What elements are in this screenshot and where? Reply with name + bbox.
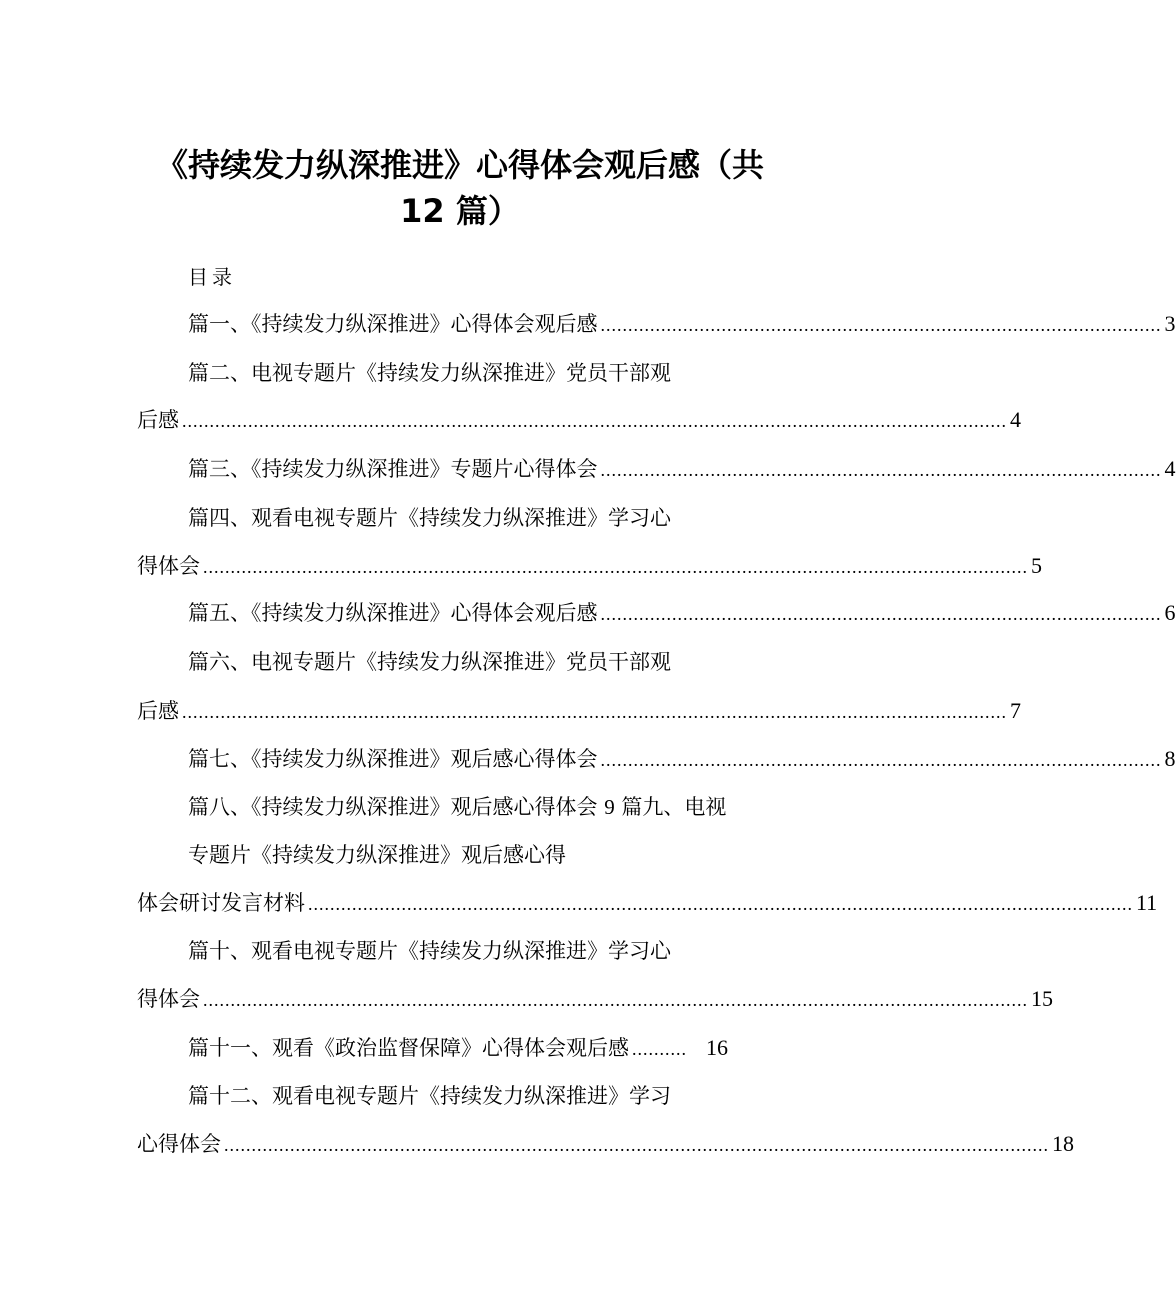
toc-page-number: 8 — [1164, 746, 1176, 771]
toc-page-number: 6 — [1164, 600, 1176, 625]
toc-entry-title: 篇十一、观看《政治监督保障》心得体会观后感 — [188, 1036, 629, 1060]
toc-entry-title: 心得体会 — [137, 1132, 221, 1156]
toc-entry-title: 后感 — [137, 699, 179, 723]
document-title-line-2: 12 篇） — [400, 192, 520, 230]
toc-leader-dots: ...................................................................................................................................................... — [182, 702, 1007, 722]
toc-entry-title: 得体会 — [137, 554, 200, 578]
toc-entry-title: 篇三、《持续发力纵深推进》专题片心得体会 — [188, 457, 598, 481]
toc-leader-dots: ...................................................................................................... — [600, 460, 1162, 480]
toc-leader-dots: ...................................................................................................... — [600, 604, 1162, 624]
toc-leader-dots: ...................................................................................................... — [600, 750, 1162, 770]
toc-entry-2-line-1[interactable]: 篇二、电视专题片《持续发力纵深推进》党员干部观 — [188, 361, 671, 385]
toc-entry-11[interactable] — [188, 1033, 728, 1064]
toc-entry-4[interactable] — [137, 551, 1042, 582]
toc-page-number: 15 — [1031, 986, 1053, 1011]
toc-entry-12[interactable] — [137, 1129, 1074, 1160]
toc-leader-dots: ...................................................................................................................................................... — [182, 411, 1007, 431]
toc-entry-5[interactable] — [188, 598, 1176, 629]
toc-page-number: 3 — [1164, 311, 1176, 336]
toc-entry-6-line-1[interactable]: 篇六、电视专题片《持续发力纵深推进》党员干部观 — [188, 650, 671, 674]
toc-entry-10-line-1[interactable]: 篇十、观看电视专题片《持续发力纵深推进》学习心 — [188, 939, 671, 963]
toc-entry-1[interactable] — [188, 309, 1176, 340]
toc-page-number: 9 — [604, 795, 615, 819]
toc-heading: 目录 — [188, 265, 236, 289]
toc-entry-9[interactable] — [137, 888, 1158, 919]
document-title-line-1: 《持续发力纵深推进》心得体会观后感（共 — [155, 146, 764, 184]
toc-entry-title: 后感 — [137, 408, 179, 432]
toc-page-number: 18 — [1052, 1131, 1074, 1156]
toc-entry-8-9-line-1[interactable] — [188, 792, 726, 822]
toc-entry-10[interactable] — [137, 984, 1053, 1015]
toc-leader-dots: ...................................................................................................................................................... — [203, 990, 1028, 1010]
toc-entry-7[interactable] — [188, 744, 1176, 775]
toc-page-number: 5 — [1031, 553, 1042, 578]
toc-entry-title: 得体会 — [137, 987, 200, 1011]
toc-leader-dots: ...................................................................................................................................................... — [224, 1135, 1049, 1155]
toc-entry-12-line-1[interactable]: 篇十二、观看电视专题片《持续发力纵深推进》学习 — [188, 1084, 671, 1108]
toc-leader-dots: ...................................................................................................................................................... — [308, 894, 1133, 914]
toc-leader-dots: ...................................................................................................................................................... — [203, 557, 1028, 577]
toc-page-number: 4 — [1010, 407, 1021, 432]
toc-entry-2[interactable] — [137, 405, 1021, 436]
toc-entry-title: 篇一、《持续发力纵深推进》心得体会观后感 — [188, 312, 598, 336]
toc-leader-dots: ...................................................................................................... — [600, 315, 1162, 335]
toc-page-number: 11 — [1136, 890, 1158, 915]
toc-page-number: 7 — [1010, 698, 1021, 723]
toc-entry-title: 篇八、《持续发力纵深推进》观后感心得体会 — [188, 795, 605, 819]
toc-entry-3[interactable] — [188, 454, 1176, 485]
toc-entry-9-line-2[interactable]: 专题片《持续发力纵深推进》观后感心得 — [188, 843, 566, 867]
toc-entry-title: 篇七、《持续发力纵深推进》观后感心得体会 — [188, 747, 598, 771]
toc-entry-title: 篇九、电视 — [614, 795, 727, 819]
toc-entry-title: 体会研讨发言材料 — [137, 891, 305, 915]
toc-leader-dots: .......... — [632, 1039, 687, 1059]
toc-entry-title: 篇五、《持续发力纵深推进》心得体会观后感 — [188, 601, 598, 625]
toc-entry-6[interactable] — [137, 696, 1021, 727]
toc-page-number: 16 — [706, 1035, 728, 1060]
toc-entry-4-line-1[interactable]: 篇四、观看电视专题片《持续发力纵深推进》学习心 — [188, 506, 671, 530]
toc-page-number: 4 — [1164, 456, 1176, 481]
